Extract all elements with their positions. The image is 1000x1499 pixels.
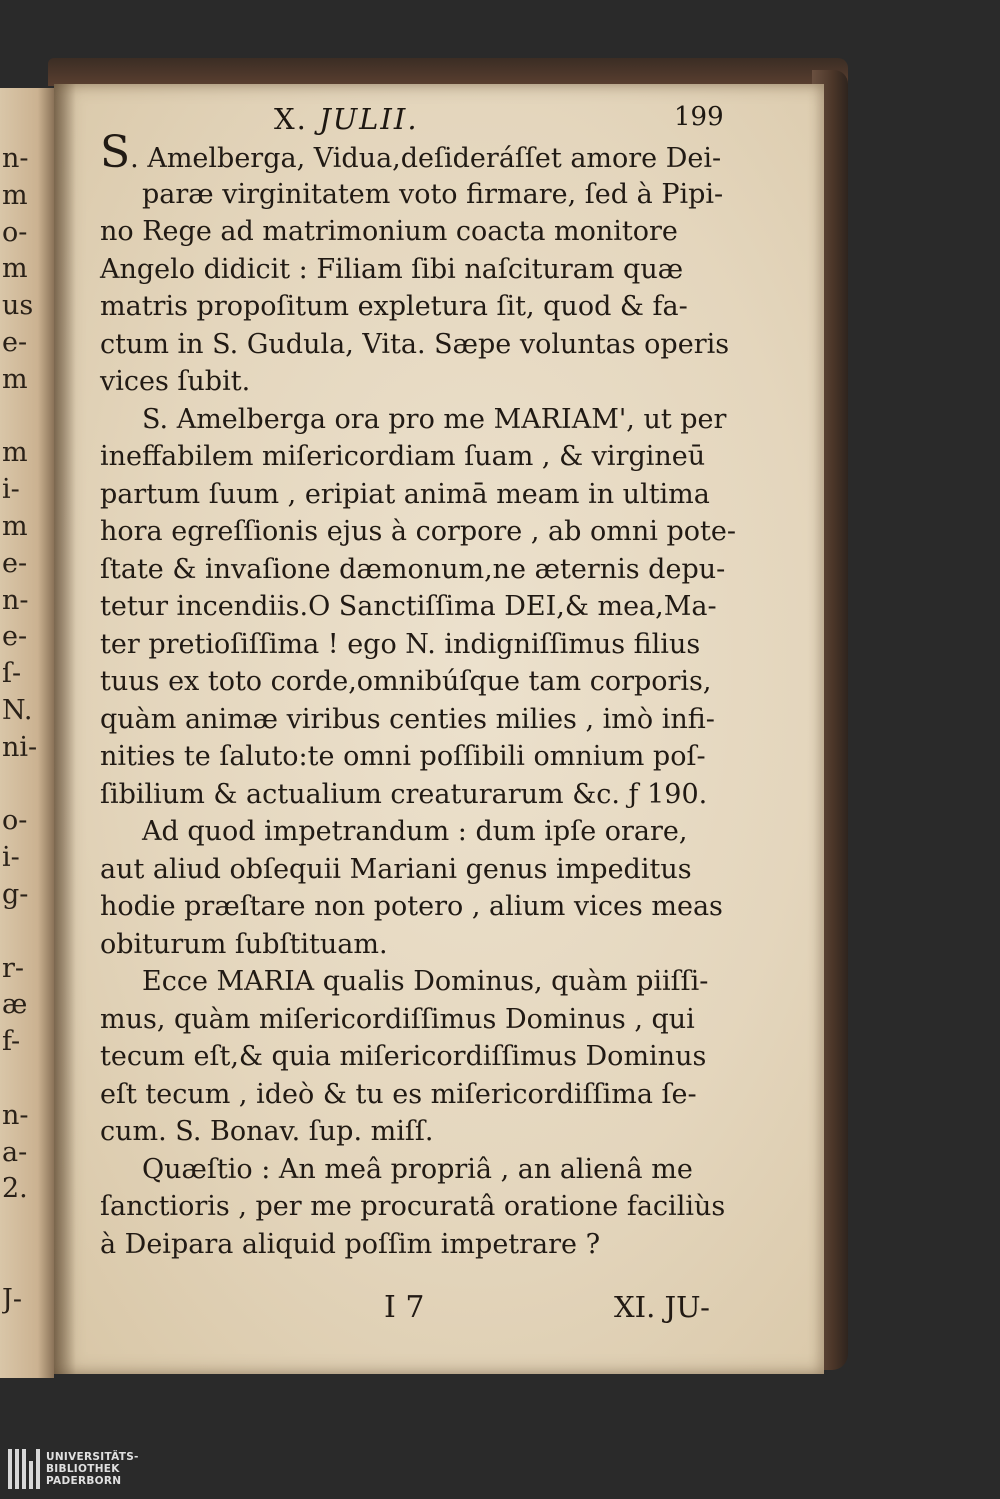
- left-page-fragment: e-: [2, 327, 28, 358]
- text-line-content: paræ virginitatem voto firmare, ſed à Pipi-: [142, 178, 724, 210]
- left-page-fragment: f-: [2, 1026, 21, 1058]
- text-line-content: matris propoſitum expletura ſit, quod & fa-: [100, 291, 688, 322]
- text-line-content: tuus ex toto corde,omnibúſque tam corporis,: [100, 666, 712, 697]
- text-line: [100, 776, 740, 814]
- text-line-content: ſibilium & actualium creaturarum &c. ƒ 190.: [100, 778, 708, 810]
- text-line: [100, 738, 740, 776]
- text-line: [100, 1151, 740, 1189]
- text-line-content: tecum eſt,& quia miſericordiſſimus Dominus: [100, 1041, 707, 1072]
- text-line-content: vices ſubit.: [100, 366, 251, 397]
- text-line-content: . Amelberga, Vidua,deſideráſſet amore Dei-: [130, 143, 722, 174]
- text-line: [100, 851, 740, 889]
- text-line-content: ſtate & invaſione dæmonum,ne æternis depu-: [100, 553, 726, 585]
- text-line-content: Quæſtio : An meâ propriâ , an alienâ me: [142, 1153, 693, 1185]
- text-line: [100, 127, 740, 178]
- left-page-fragment: æ: [2, 989, 28, 1021]
- left-page-fragment: n-: [2, 584, 29, 616]
- signature-mark: I 7: [384, 1290, 425, 1325]
- text-line: [100, 288, 740, 326]
- text-line-content: hora egreſſionis ejus à corpore , ab omni pote-: [100, 516, 736, 547]
- left-page-fragment: m: [2, 179, 28, 211]
- catchword: XI. JU-: [614, 1290, 710, 1324]
- text-line-content: Angelo didicit : Filiam ſibi naſcituram quæ: [100, 253, 684, 285]
- left-page-fragment: ſ-: [2, 658, 22, 690]
- left-page-fragment: g-: [2, 879, 29, 910]
- text-line-content: cum. S. Bonav. ſup. miſſ.: [100, 1116, 434, 1147]
- text-line: [100, 813, 740, 851]
- left-page-fragment: i-: [2, 474, 20, 506]
- left-page-fragment: n-: [2, 1099, 29, 1131]
- text-line: [100, 176, 740, 214]
- text-line: [100, 1076, 740, 1114]
- left-page-fragment: N.: [2, 695, 33, 726]
- text-line: [100, 663, 740, 701]
- text-line: [100, 551, 740, 589]
- text-line: [100, 588, 740, 626]
- text-line-content: hodie præſtare non potero , alium vices meas: [100, 891, 723, 922]
- text-line: [100, 888, 740, 926]
- text-line-content: tetur incendiis.O Sanctiſſima DEI,& mea,Ma-: [100, 591, 717, 622]
- text-line: [100, 401, 740, 439]
- left-page-fragment: e-: [2, 547, 28, 579]
- left-page-fragment: o-: [2, 805, 28, 837]
- logo-line-1: UNIVERSITÄTS-: [46, 1451, 139, 1463]
- text-line: [100, 1188, 740, 1226]
- running-title-month: JULII.: [319, 102, 419, 136]
- left-page-fragment: n-: [2, 143, 29, 174]
- text-line-content: aut aliud obſequii Mariani genus impeditus: [100, 853, 692, 885]
- logo-line-3: PADERBORN: [46, 1475, 122, 1487]
- left-page-fragment: J-: [2, 1283, 22, 1315]
- page: [54, 84, 824, 1374]
- text-line-content: Ecce MARIA qualis Dominus, quàm piiſſi-: [142, 966, 709, 997]
- left-page-fragment: us: [2, 290, 34, 322]
- book-top-edge: [48, 58, 848, 86]
- left-page-fragment: o-: [2, 216, 28, 248]
- running-title-prefix: X.: [274, 102, 308, 136]
- drop-cap: S: [100, 127, 131, 178]
- library-logo: [8, 1446, 139, 1492]
- text-line-content: ineffabilem miſericordiam ſuam , & virgineū: [100, 441, 706, 472]
- text-line: [100, 363, 740, 401]
- logo-text: [46, 1451, 139, 1487]
- text-line: [100, 926, 740, 964]
- text-line-content: nities te ſaluto:te omni poſſibili omnium poſ-: [100, 741, 706, 772]
- text-line-content: mus, quàm miſericordiſſimus Dominus , qui: [100, 1003, 695, 1035]
- text-line-content: ſanctioris , per me procuratâ oratione faciliùs: [100, 1191, 726, 1222]
- left-page-fragment: m: [2, 437, 28, 469]
- text-line-content: ter pretioſiſſima ! ego N. indigniſſimus filius: [100, 628, 701, 660]
- logo-bars-icon: [8, 1449, 40, 1489]
- text-line-content: ctum in S. Gudula, Vita. Sæpe voluntas operis: [100, 328, 730, 360]
- text-line: [100, 438, 740, 476]
- text-line-content: no Rege ad matrimonium coacta monitore: [100, 216, 678, 247]
- left-page-fragment: r-: [2, 952, 25, 984]
- left-page-fragment: m: [2, 253, 28, 285]
- text-line: [100, 626, 740, 664]
- text-line: [100, 963, 740, 1001]
- left-page-fragment: i-: [2, 842, 20, 874]
- text-line-content: Ad quod impetrandum : dum ipſe orare,: [142, 816, 688, 847]
- text-line: [100, 701, 740, 739]
- left-page-fragment: ni-: [2, 731, 38, 763]
- text-line: [100, 326, 740, 364]
- body-text: [100, 127, 740, 1263]
- page-number: 199: [674, 102, 724, 132]
- text-line-content: partum ſuum , eripiat animā meam in ultima: [100, 478, 710, 510]
- text-line: [100, 213, 740, 251]
- text-line: [100, 251, 740, 289]
- left-page-fragment: a-: [2, 1136, 28, 1168]
- text-line-content: à Deipara aliquid poſſim impetrare ?: [100, 1228, 601, 1260]
- text-line-content: S. Amelberga ora pro me MARIAM', ut per: [142, 403, 727, 435]
- text-line-content: obiturum ſubſtituam.: [100, 928, 388, 960]
- left-page-fragment: m: [2, 363, 28, 395]
- left-page-fragment: 2.: [2, 1173, 28, 1205]
- text-line: [100, 1113, 740, 1151]
- left-facing-page: [0, 88, 54, 1378]
- text-line: [100, 1038, 740, 1076]
- left-page-fragment: m: [2, 511, 28, 542]
- left-page-fragment: e-: [2, 621, 28, 653]
- running-title: [274, 102, 419, 136]
- logo-line-2: BIBLIOTHEK: [46, 1463, 120, 1475]
- page-gutter-shadow: [54, 84, 76, 1374]
- text-line-content: quàm animæ viribus centies milies , imò infi-: [100, 703, 715, 735]
- text-line: [100, 1226, 740, 1264]
- text-line: [100, 476, 740, 514]
- text-line: [100, 513, 740, 551]
- text-line-content: eſt tecum , ideò & tu es miſericordiſſima ſe-: [100, 1078, 697, 1110]
- text-line: [100, 1001, 740, 1039]
